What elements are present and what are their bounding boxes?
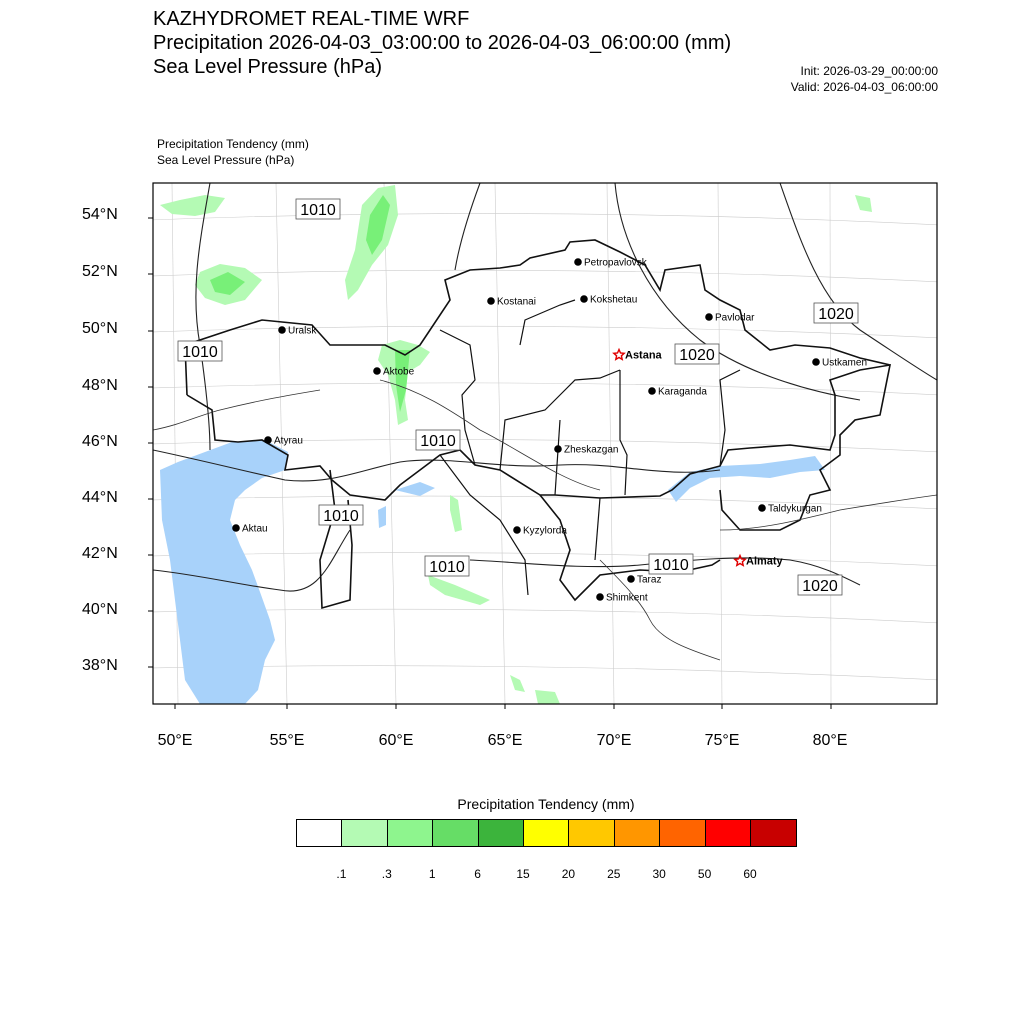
- city-label: Kyzylorda: [523, 525, 567, 537]
- chart-title-slp: Sea Level Pressure (hPa): [153, 56, 383, 78]
- city-kyzylorda: [513, 526, 567, 537]
- city-dot-icon: [487, 297, 495, 305]
- isobar-label: [675, 344, 719, 364]
- city-kokshetau: [580, 295, 637, 306]
- chart-title: KAZHYDROMET REAL-TIME WRF: [153, 8, 470, 30]
- city-shimkent: [596, 593, 648, 604]
- colorbar-title: Precipitation Tendency (mm): [457, 796, 635, 812]
- colorbar-tick-label: .3: [381, 867, 392, 881]
- colorbar-tick-label: .1: [336, 867, 347, 881]
- colorbar-swatch: [342, 820, 387, 846]
- lat-label: 40°N: [82, 601, 118, 618]
- city-label: Karaganda: [658, 386, 707, 398]
- city-dot-icon: [705, 313, 713, 321]
- city-kostanai: [487, 297, 536, 308]
- colorbar-swatch: [524, 820, 569, 846]
- city-label: Kokshetau: [590, 294, 638, 306]
- colorbar-swatch: [706, 820, 751, 846]
- subtitle-slp: Sea Level Pressure (hPa): [157, 153, 295, 167]
- country-borders: [185, 240, 890, 608]
- city-dot-icon: [513, 526, 521, 534]
- lat-label: 44°N: [82, 489, 118, 506]
- city-taraz: [627, 575, 661, 586]
- valid-time: Valid: 2026-04-03_06:00:00: [790, 80, 938, 94]
- capital-star-icon: [735, 556, 745, 566]
- subtitle-precip: Precipitation Tendency (mm): [157, 137, 309, 151]
- lon-label: 70°E: [596, 732, 632, 749]
- colorbar-tick-label: 1: [428, 867, 436, 881]
- svg-text:1020: 1020: [679, 347, 715, 364]
- capital-star-icon: [614, 350, 624, 360]
- city-karaganda: [648, 387, 707, 398]
- city-label: Pavlodar: [715, 312, 755, 324]
- city-pavlodar: [705, 313, 755, 324]
- regional-lines: [153, 380, 937, 660]
- svg-text:1010: 1010: [323, 508, 359, 525]
- city-dot-icon: [758, 504, 766, 512]
- lat-label: 38°N: [82, 657, 118, 674]
- colorbar-tick-label: 6: [474, 867, 481, 881]
- city-taldykurgan: [758, 504, 822, 515]
- city-label: Ustkamen: [822, 357, 868, 369]
- lon-label: 65°E: [487, 732, 523, 749]
- init-time: Init: 2026-03-29_00:00:00: [800, 64, 938, 78]
- lat-label: 42°N: [82, 545, 118, 562]
- colorbar-swatch: [660, 820, 705, 846]
- city-petropavlovsk: [574, 258, 648, 269]
- colorbar-tick-label: 15: [516, 867, 530, 881]
- city-dot-icon: [554, 445, 562, 453]
- colorbar-tick-label: 30: [652, 867, 666, 881]
- colorbar-swatch: [479, 820, 524, 846]
- colorbar-swatch: [615, 820, 660, 846]
- isobar-label: [798, 575, 842, 595]
- city-label: Zheskazgan: [564, 444, 619, 456]
- lon-label: 50°E: [157, 732, 193, 749]
- svg-text:1010: 1010: [182, 344, 218, 361]
- lon-label: 75°E: [704, 732, 740, 749]
- city-label: Taldykurgan: [768, 503, 822, 515]
- svg-text:1010: 1010: [420, 433, 456, 450]
- city-astana: [614, 350, 663, 362]
- svg-text:1020: 1020: [802, 578, 838, 595]
- city-label: Astana: [625, 349, 662, 362]
- city-uralsk: [278, 326, 317, 337]
- city-dot-icon: [373, 367, 381, 375]
- colorbar-tick-label: 20: [561, 867, 576, 881]
- city-dot-icon: [574, 258, 582, 266]
- lon-label: 80°E: [812, 732, 848, 749]
- colorbar: [296, 819, 797, 847]
- city-dot-icon: [278, 326, 286, 334]
- lat-label: 52°N: [82, 263, 118, 280]
- colorbar-swatch: [433, 820, 478, 846]
- city-label: Almaty: [746, 555, 783, 568]
- isobar-label: [425, 556, 469, 576]
- colorbar-swatch: [297, 820, 342, 846]
- city-label: Petropavlovsk: [584, 257, 647, 269]
- isobar-label: [416, 430, 460, 450]
- city-label: Shimkent: [606, 592, 648, 604]
- lat-label: 54°N: [82, 206, 118, 223]
- city-aktau: [232, 524, 267, 535]
- chart-title-precip: Precipitation 2026-04-03_03:00:00 to 2026-04-03_06:00:00 (mm): [153, 32, 732, 54]
- city-label: Kostanai: [497, 296, 536, 308]
- city-dot-icon: [264, 436, 272, 444]
- svg-text:1020: 1020: [818, 306, 854, 323]
- svg-text:1010: 1010: [429, 559, 465, 576]
- lat-label: 50°N: [82, 320, 118, 337]
- city-label: Aktau: [242, 523, 268, 535]
- isobar-label: [319, 505, 363, 525]
- city-zheskazgan: [554, 445, 618, 456]
- lat-label: 46°N: [82, 433, 118, 450]
- isobar-label: [814, 303, 858, 323]
- colorbar-swatch: [388, 820, 433, 846]
- city-dot-icon: [812, 358, 820, 366]
- city-label: Aktobe: [383, 366, 415, 378]
- isobar-label: [296, 199, 340, 219]
- colorbar-tick-label: 60: [743, 867, 757, 881]
- lon-label: 55°E: [269, 732, 305, 749]
- isobar-label: [649, 554, 693, 574]
- lon-label: 60°E: [378, 732, 414, 749]
- city-dot-icon: [596, 593, 604, 601]
- city-label: Uralsk: [288, 325, 317, 337]
- colorbar-tick-label: 25: [607, 867, 621, 881]
- city-dot-icon: [648, 387, 656, 395]
- colorbar-swatch: [751, 820, 796, 846]
- city-ustkamen: [812, 358, 867, 369]
- svg-text:1010: 1010: [653, 557, 689, 574]
- isobar-label: [178, 341, 222, 361]
- city-dot-icon: [232, 524, 240, 532]
- lat-label: 48°N: [82, 377, 118, 394]
- colorbar-swatch: [569, 820, 614, 846]
- svg-text:1010: 1010: [300, 202, 336, 219]
- city-almaty: [735, 556, 784, 568]
- city-label: Taraz: [637, 574, 662, 586]
- city-dot-icon: [627, 575, 635, 583]
- colorbar-tick-label: 50: [697, 867, 712, 881]
- city-dot-icon: [580, 295, 588, 303]
- water-bodies: [160, 440, 825, 704]
- city-aktobe: [373, 367, 414, 378]
- city-label: Atyrau: [274, 435, 303, 447]
